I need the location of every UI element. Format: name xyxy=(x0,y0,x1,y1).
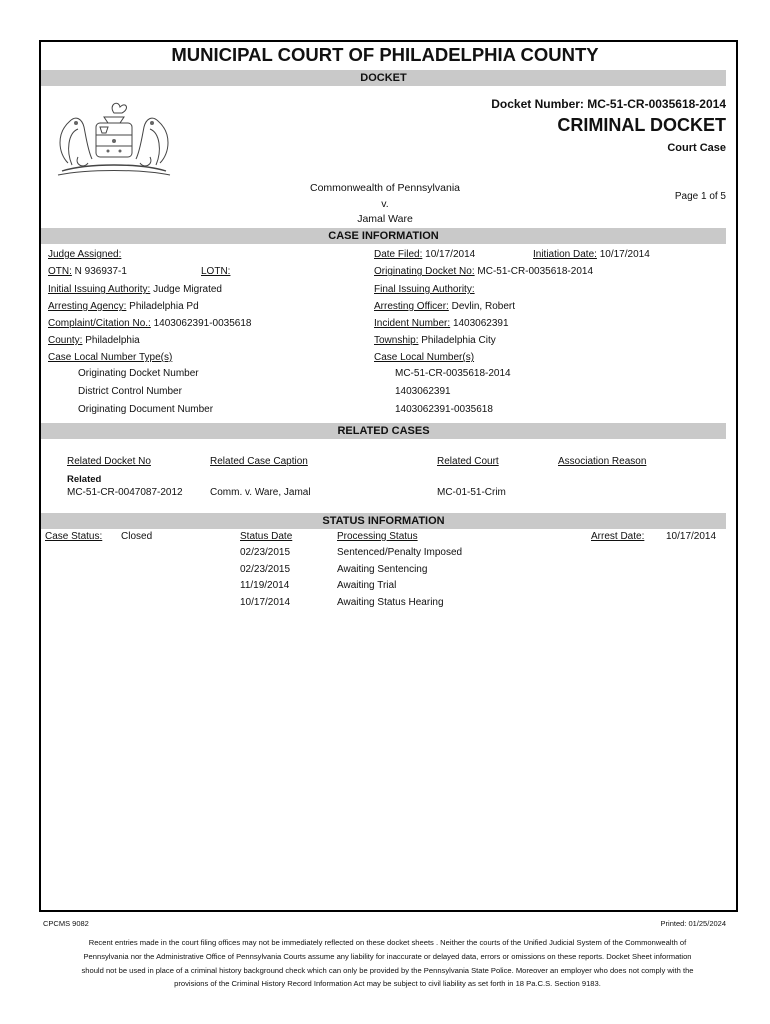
complaint-value: 1403062391-0035618 xyxy=(153,318,252,329)
association-reason-header: Association Reason xyxy=(558,456,647,467)
related-court-header: Related Court xyxy=(437,456,499,467)
incident-field xyxy=(374,318,509,329)
date-filed-label: Date Filed: xyxy=(374,249,423,260)
related-court-value: MC-01-51-Crim xyxy=(437,487,506,498)
processing-status: Sentenced/Penalty Imposed xyxy=(337,547,463,558)
county-value: Philadelphia xyxy=(85,335,140,346)
status-date: 10/17/2014 xyxy=(240,597,291,608)
arresting-agency-value: Philadelphia Pd xyxy=(129,301,199,312)
originating-docket-field xyxy=(374,266,593,277)
status-date: 02/23/2015 xyxy=(240,547,291,558)
caption-versus: v. xyxy=(381,198,389,210)
township-field xyxy=(374,335,496,346)
initiation-date-value: 10/17/2014 xyxy=(599,249,650,260)
township-value: Philadelphia City xyxy=(421,335,496,346)
arresting-agency-field xyxy=(48,301,199,312)
date-filed-value: 10/17/2014 xyxy=(425,249,476,260)
arrest-date-label: Arrest Date: xyxy=(591,531,645,542)
local-number-type-label: Case Local Number Type(s) xyxy=(48,352,173,363)
otn-value: N 936937-1 xyxy=(74,266,127,277)
township-label: Township: xyxy=(374,335,419,346)
initiation-date-field xyxy=(533,249,650,260)
county-label: County: xyxy=(48,335,83,346)
disclaimer-text: Recent entries made in the court filing offices may not be immediately reflected on these docket sheets . Neither the courts of the Unified Judicial System of the Commonwealth of Pennsylvania nor the Administrative Office of Pennsylvania Courts assume any liability for inaccurate or delayed data, errors or omissions on these reports. Docket Sheet information should not be used in place of a criminal history background check which can only be provided by the Pennsylvania State Police. Moreover an employer who does not comply with the provisions of the Criminal History Record Information Act may be subject to civil liability as set forth in 18 Pa.C.S. Section 9183. xyxy=(81,938,694,989)
processing-status: Awaiting Trial xyxy=(337,580,397,591)
arrest-date-value: 10/17/2014 xyxy=(666,531,717,542)
caption-defendant: Jamal Ware xyxy=(357,213,413,225)
initial-issuing-value: Judge Migrated xyxy=(153,284,222,295)
court-title: MUNICIPAL COURT OF PHILADELPHIA COUNTY xyxy=(171,44,599,65)
related-group-label: Related xyxy=(67,474,102,485)
criminal-docket-heading: CRIMINAL DOCKET xyxy=(557,115,726,135)
arresting-officer-field xyxy=(374,301,515,312)
related-caption-header: Related Case Caption xyxy=(210,456,308,467)
related-docket-value: MC-51-CR-0047087-2012 xyxy=(67,487,183,498)
related-caption-value: Comm. v. Ware, Jamal xyxy=(210,487,311,498)
arresting-officer-value: Devlin, Robert xyxy=(451,301,515,312)
local-number: 1403062391-0035618 xyxy=(395,404,493,415)
initial-issuing-field xyxy=(48,284,222,295)
printed-date: Printed: 01/25/2024 xyxy=(660,919,726,928)
complaint-label: Complaint/Citation No.: xyxy=(48,318,151,329)
processing-status-header: Processing Status xyxy=(337,531,418,542)
status-information-band: STATUS INFORMATION xyxy=(41,513,726,529)
originating-docket-label: Originating Docket No: xyxy=(374,266,475,277)
local-number: 1403062391 xyxy=(395,386,451,397)
local-number-type: Originating Docket Number xyxy=(78,368,199,379)
otn-label: OTN: xyxy=(48,266,72,277)
incident-value: 1403062391 xyxy=(452,318,509,329)
county-field xyxy=(48,335,140,346)
date-filed-field xyxy=(374,249,475,260)
judge-assigned-label: Judge Assigned: xyxy=(48,249,122,260)
local-number-label: Case Local Number(s) xyxy=(374,352,475,363)
complaint-field xyxy=(48,318,252,329)
docket-number: Docket Number: MC-51-CR-0035618-2014 xyxy=(491,97,726,111)
lotn-label: LOTN: xyxy=(201,266,231,277)
initiation-date-label: Initiation Date: xyxy=(533,249,597,260)
status-date-header: Status Date xyxy=(240,531,293,542)
originating-docket-value: MC-51-CR-0035618-2014 xyxy=(477,266,594,277)
otn-field xyxy=(48,266,127,277)
status-date: 02/23/2015 xyxy=(240,564,291,575)
local-number-type: District Control Number xyxy=(78,386,182,397)
case-status-label: Case Status: xyxy=(45,531,103,542)
court-case-label: Court Case xyxy=(667,142,726,154)
processing-status: Awaiting Status Hearing xyxy=(337,597,444,608)
case-information-band: CASE INFORMATION xyxy=(41,228,726,244)
pennsylvania-seal-icon xyxy=(48,93,180,177)
status-date: 11/19/2014 xyxy=(240,580,290,591)
arresting-officer-label: Arresting Officer: xyxy=(374,301,449,312)
arresting-agency-label: Arresting Agency: xyxy=(48,301,127,312)
form-id: CPCMS 9082 xyxy=(43,919,89,928)
incident-label: Incident Number: xyxy=(374,318,451,329)
processing-status: Awaiting Sentencing xyxy=(337,564,428,575)
initial-issuing-label: Initial Issuing Authority: xyxy=(48,284,151,295)
caption-plaintiff: Commonwealth of Pennsylvania xyxy=(310,182,460,194)
final-issuing-label: Final Issuing Authority: xyxy=(374,284,475,295)
local-number: MC-51-CR-0035618-2014 xyxy=(395,368,511,379)
page-indicator: Page 1 of 5 xyxy=(674,191,726,202)
docket-band: DOCKET xyxy=(41,70,726,86)
case-status-value: Closed xyxy=(121,531,153,542)
local-number-type: Originating Document Number xyxy=(78,404,214,415)
related-cases-band: RELATED CASES xyxy=(41,423,726,439)
related-docket-header: Related Docket No xyxy=(67,456,151,467)
